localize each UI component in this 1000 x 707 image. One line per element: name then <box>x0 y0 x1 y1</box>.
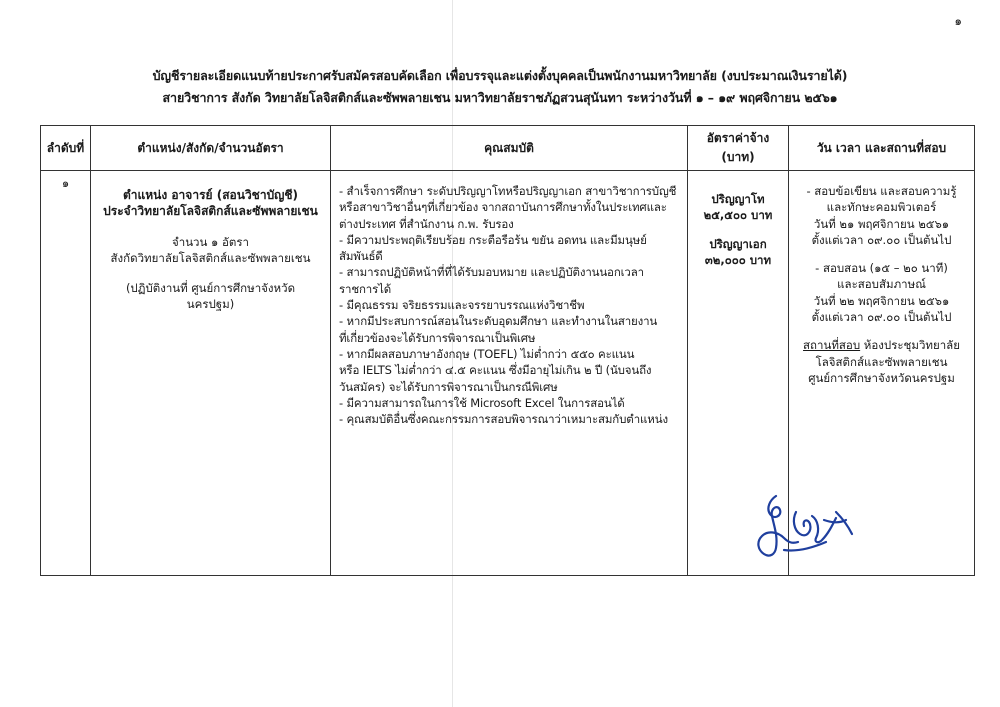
position-title-line1: ตำแหน่ง อาจารย์ (สอนวิชาบัญชี) <box>122 188 299 202</box>
position-count: จำนวน ๑ อัตรา <box>172 234 249 249</box>
schedule-written-date: วันที่ ๒๑ พฤศจิกายน ๒๕๖๑ <box>813 216 950 231</box>
qualification-line: สัมพันธ์ดี <box>339 249 383 264</box>
document-subtitle: สายวิชาการ สังกัด วิทยาลัยโลจิสติกส์และซัพพลายเชน มหาวิทยาลัยราชภัฏสวนสุนันทา ระหว่างวันที่ ๑ – ๑๙ พฤศจิกายน ๒๕๖๑ <box>162 90 838 105</box>
qualification-line: วันสมัคร) จะได้รับการพิจารณาเป็นกรณีพิเศษ <box>339 379 558 394</box>
qualification-line: - หากมีผลสอบภาษาอังกฤษ (TOEFL) ไม่ต่ำกว่า ๕๕๐ คะแนน <box>339 346 635 361</box>
header-rate-line1: อัตราค่าจ้าง <box>706 131 770 145</box>
schedule-venue-line1 <box>794 337 969 353</box>
rate-doctorate-amount: ๓๒,๐๐๐ บาท <box>704 252 772 267</box>
rate-masters-label: ปริญญาโท <box>711 192 765 206</box>
schedule-written-line1: - สอบข้อเขียน และสอบความรู้ <box>806 184 957 198</box>
qualification-line: - มีคุณธรรม จริยธรรมและจรรยาบรรณแห่งวิชาชีพ <box>339 298 585 313</box>
rate-masters-amount: ๒๕,๕๐๐ บาท <box>703 208 773 223</box>
qualification-line: - สำเร็จการศึกษา ระดับปริญญาโทหรือปริญญาเอก สาขาวิชาการบัญชี <box>339 184 677 198</box>
header-position: ตำแหน่ง/สังกัด/จำนวนอัตรา <box>91 126 331 171</box>
header-qualifications: คุณสมบัติ <box>331 126 688 171</box>
schedule-venue-line2: โลจิสติกส์และซัพพลายเชน <box>815 354 948 369</box>
header-schedule: วัน เวลา และสถานที่สอบ <box>789 126 975 171</box>
schedule-teaching-date: วันที่ ๒๒ พฤศจิกายน ๒๕๖๑ <box>813 293 950 308</box>
cell-no <box>41 171 91 576</box>
cell-position <box>91 171 331 576</box>
qualification-line: หรือ IELTS ไม่ต่ำกว่า ๔.๕ คะแนน ซึ่งมีอายุไม่เกิน ๒ ปี (นับจนถึง <box>339 363 652 378</box>
qualification-line: หรือสาขาวิชาอื่นๆที่เกี่ยวข้อง จากสถาบันการศึกษาทั้งในประเทศและ <box>339 200 667 215</box>
qualification-line: ต่างประเทศ ที่สำนักงาน ก.พ. รับรอง <box>339 216 514 231</box>
header-rate <box>688 126 789 171</box>
qualification-line: - สามารถปฏิบัติหน้าที่ที่ได้รับมอบหมาย และปฏิบัติงานนอกเวลา <box>339 265 644 280</box>
qualification-line: - คุณสมบัติอื่นซึ่งคณะกรรมการสอบพิจารณาว่าเหมาะสมกับตำแหน่ง <box>339 412 668 427</box>
schedule-written-line2: และทักษะคอมพิวเตอร์ <box>826 200 937 215</box>
qualification-line: - มีความประพฤติเรียบร้อย กระตือรือร้น ขยัน อดทน และมีมนุษย์ <box>339 232 647 247</box>
qualification-line: - หากมีประสบการณ์สอนในระดับอุดมศึกษา และทำงานในสายงาน <box>339 314 658 329</box>
schedule-written-time: ตั้งแต่เวลา ๐๙.๐๐ เป็นต้นไป <box>811 232 952 247</box>
page-number: ๑ <box>954 14 962 28</box>
position-workplace-line2: นครปฐม) <box>186 297 235 312</box>
schedule-teaching-line2: และสอบสัมภาษณ์ <box>837 277 926 292</box>
table-header-row <box>41 126 975 171</box>
row-number: ๑ <box>61 176 70 190</box>
document-title: บัญชีรายละเอียดแนบท้ายประกาศรับสมัครสอบคัดเลือก เพื่อบรรจุและแต่งตั้งบุคคลเป็นพนักงานมหาวิทยาลัย (งบประมาณเงินรายได้) <box>152 68 848 83</box>
schedule-teaching-time: ตั้งแต่เวลา ๐๙.๐๐ เป็นต้นไป <box>811 310 952 325</box>
rate-doctorate-label: ปริญญาเอก <box>709 236 767 251</box>
header-rate-line2: (บาท) <box>721 150 755 164</box>
handwritten-signature <box>748 490 860 564</box>
schedule-teaching-line1: - สอบสอน (๑๕ – ๒๐ นาที) <box>815 261 948 276</box>
qualification-line: ราชการได้ <box>339 281 392 296</box>
position-workplace-line1: (ปฏิบัติงานที่ ศูนย์การศึกษาจังหวัด <box>125 281 296 296</box>
header-no: ลำดับที่ <box>41 126 91 171</box>
venue-room: ห้องประชุมวิทยาลัย <box>860 338 960 353</box>
position-affiliation: สังกัดวิทยาลัยโลจิสติกส์และซัพพลายเชน <box>110 250 311 265</box>
position-title-line2: ประจำวิทยาลัยโลจิสติกส์และซัพพลายเชน <box>103 204 318 219</box>
qualification-line: - มีความสามารถในการใช้ Microsoft Excel ในการสอนได้ <box>339 395 625 410</box>
qualification-line: ที่เกี่ยวข้องจะได้รับการพิจารณาเป็นพิเศษ <box>339 330 536 345</box>
cell-qualifications <box>331 171 688 576</box>
schedule-venue-line3: ศูนย์การศึกษาจังหวัดนครปฐม <box>808 370 955 385</box>
venue-label: สถานที่สอบ <box>803 338 861 353</box>
